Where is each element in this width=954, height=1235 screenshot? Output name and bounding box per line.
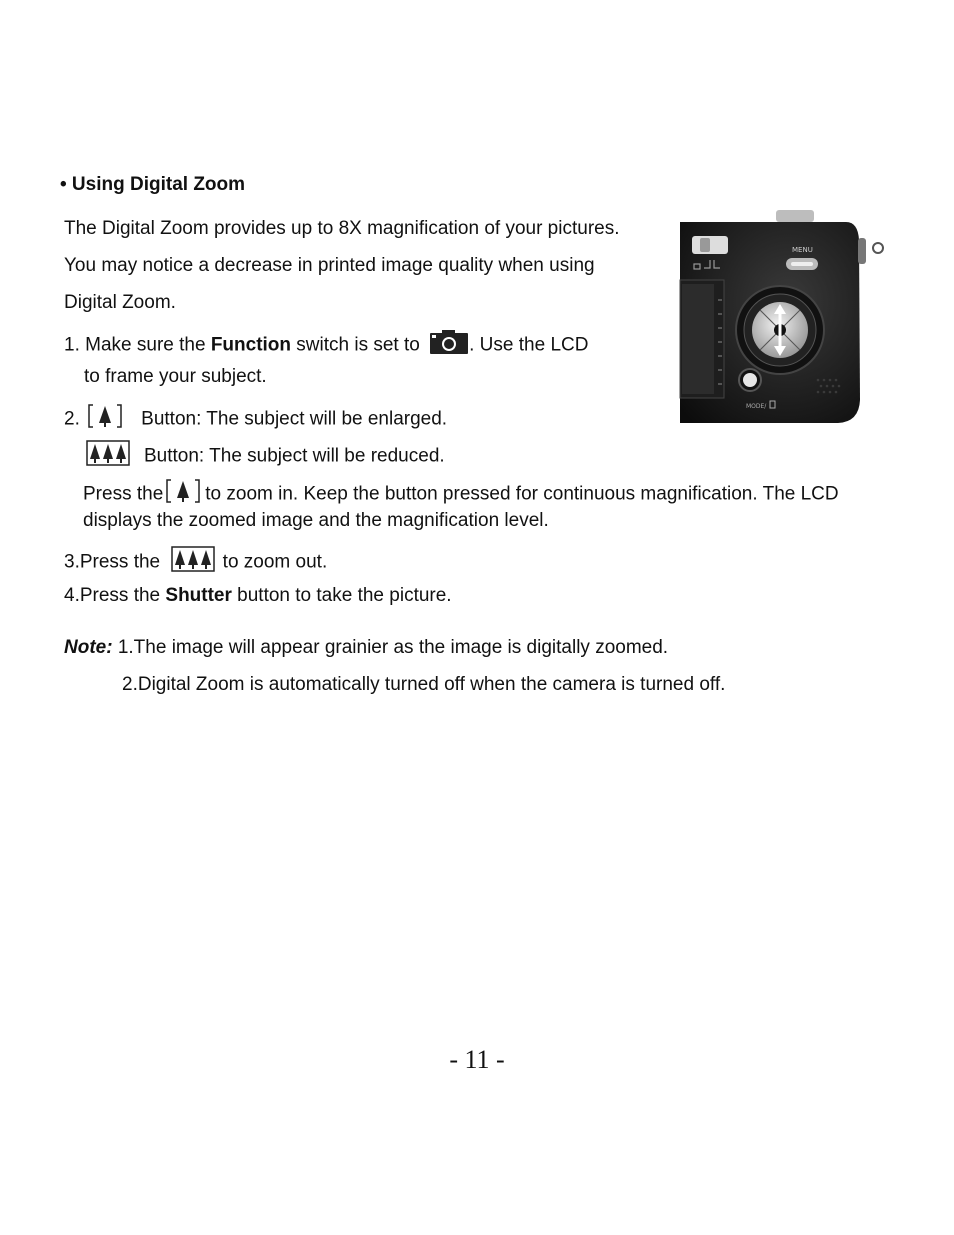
step-1-number: 1.	[64, 334, 80, 356]
step-2-press-continued: displays the zoomed image and the magnification level.	[83, 510, 549, 531]
section-heading: • Using Digital Zoom	[60, 174, 246, 195]
step-3	[64, 546, 327, 579]
step-1-text-pre: Make sure the	[85, 334, 211, 356]
mode-text: MODE/	[746, 403, 767, 410]
tele-zoom-icon	[165, 478, 201, 511]
tele-button-text: Button: The subject will be enlarged.	[141, 408, 448, 430]
note-label: Note:	[64, 637, 113, 658]
step-2-press	[83, 478, 839, 511]
shutter-label: Shutter	[165, 585, 232, 606]
function-label: Function	[210, 334, 292, 356]
step-3-text-post: to zoom out.	[222, 551, 328, 573]
step-4-text-pre: 4.Press the	[64, 585, 166, 606]
note-line-2: 2.Digital Zoom is automatically turned off when the camera is turned off.	[122, 674, 726, 695]
intro-line-1: The Digital Zoom provides up to 8X magnification of your pictures.	[64, 218, 620, 239]
menu-text: MENU	[792, 246, 813, 254]
step-3-text-pre: 3.Press the	[64, 551, 161, 573]
step-1-text-mid: switch is set to	[291, 334, 426, 356]
step-1-text-post: . Use the LCD	[469, 334, 589, 356]
step-1	[64, 329, 588, 362]
step-4	[64, 584, 452, 608]
wide-button-text: Button: The subject will be reduced.	[144, 445, 445, 467]
intro-line-3: Digital Zoom.	[64, 292, 176, 313]
press-text-post: to zoom in. Keep the button pressed for continuous magnification. The LCD	[205, 483, 839, 505]
wide-zoom-icon	[171, 546, 215, 579]
intro-line-2: You may notice a decrease in printed image quality when using	[64, 255, 595, 276]
wide-zoom-icon	[86, 440, 130, 473]
tele-zoom-icon	[87, 403, 123, 436]
page-number: - 11 -	[449, 1045, 505, 1074]
step-2-wide	[86, 440, 445, 473]
note-line-1	[64, 636, 668, 660]
note-text-1: 1.The image will appear grainier as the image is digitally zoomed.	[112, 637, 669, 658]
step-2-tele	[64, 403, 447, 436]
step-2-number: 2.	[64, 408, 80, 430]
step-1-continued: to frame your subject.	[84, 366, 267, 387]
step-4-text-post: button to take the picture.	[231, 585, 452, 606]
camera-back-image	[678, 210, 886, 426]
camera-mode-icon	[429, 329, 469, 362]
press-text-pre: Press the	[83, 483, 164, 505]
